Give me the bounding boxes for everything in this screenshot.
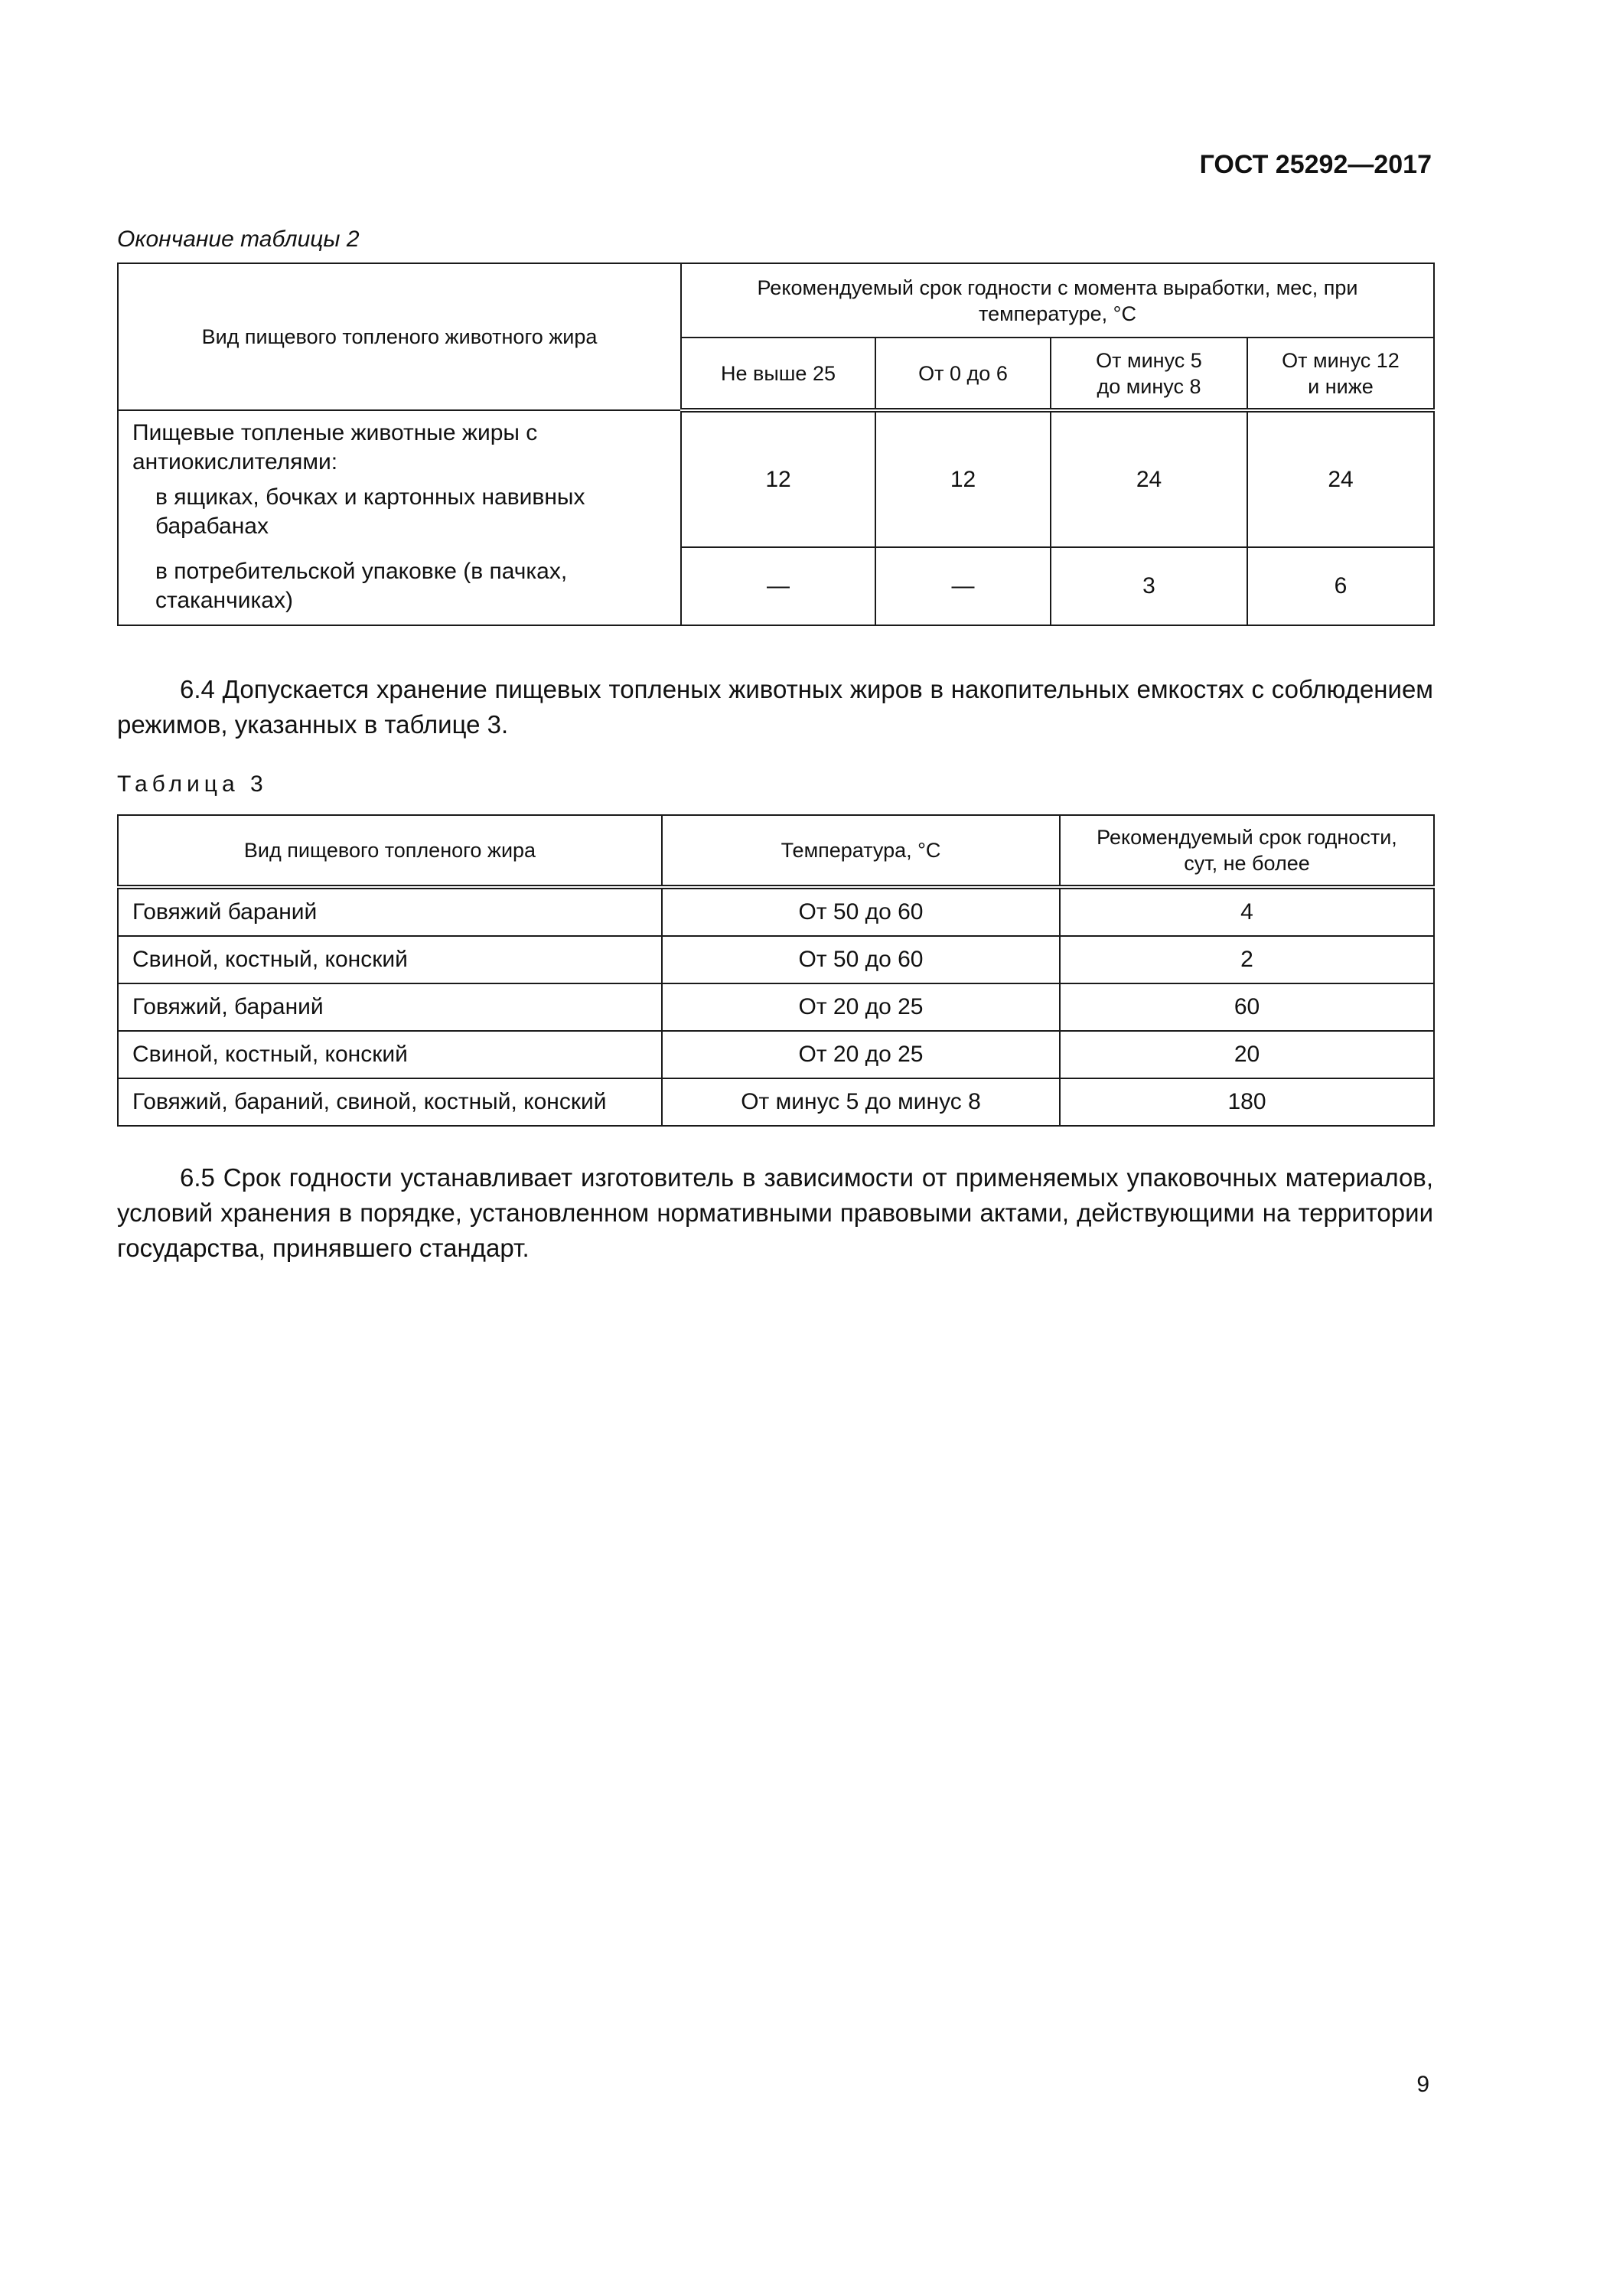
table2-cell: — bbox=[681, 547, 875, 625]
table2-cell: 24 bbox=[1247, 410, 1434, 547]
table2-group-row bbox=[118, 410, 1434, 483]
table2-row-label: в потребительской упаковке (в пачках, стаканчиках) bbox=[118, 547, 681, 625]
table3-row bbox=[118, 936, 1434, 983]
table3-cell: От 20 до 25 bbox=[662, 1031, 1060, 1078]
section-6-4: 6.4 Допускается хранение пищевых топленых животных жиров в накопительных емкостях с соблюдением режимов, указанных в таблице 3. bbox=[117, 675, 1433, 739]
table2-group-label: Пищевые топленые животные жиры с антиокислителями: bbox=[118, 410, 681, 483]
table2-header-temp: От минус 5 до минус 8 bbox=[1051, 338, 1247, 410]
table2-cell: 12 bbox=[681, 410, 875, 547]
table3-cell: От 20 до 25 bbox=[662, 983, 1060, 1031]
table3-row bbox=[118, 1031, 1434, 1078]
table2-cell: 3 bbox=[1051, 547, 1247, 625]
table2-header-group: Рекомендуемый срок годности с момента выработки, мес, при температуре, °С bbox=[681, 263, 1434, 338]
table3-cell: 20 bbox=[1060, 1031, 1434, 1078]
table3-header: Рекомендуемый срок годности, сут, не более bbox=[1060, 815, 1434, 887]
document-code: ГОСТ 25292—2017 bbox=[1199, 150, 1432, 179]
table3-cell: От 50 до 60 bbox=[662, 887, 1060, 936]
table2 bbox=[117, 263, 1435, 626]
table3-cell: От минус 5 до минус 8 bbox=[662, 1078, 1060, 1126]
table2-cell: 24 bbox=[1051, 410, 1247, 547]
section-6-5: 6.5 Срок годности устанавливает изготовитель в зависимости от применяемых упаковочных материалов, условий хранения в порядке, установленном нормативными правовыми актами, действующими на территории государства, принявшего стандарт. bbox=[117, 1163, 1433, 1262]
table3-header: Температура, °С bbox=[662, 815, 1060, 887]
page-number: 9 bbox=[1416, 2072, 1429, 2097]
table2-caption: Окончание таблицы 2 bbox=[117, 227, 360, 252]
table2-cell: 12 bbox=[875, 410, 1051, 547]
table3-caption: Таблица 3 bbox=[117, 771, 268, 797]
table3-cell: Говяжий, бараний, свиной, костный, конский bbox=[118, 1078, 662, 1126]
table2-cell: 6 bbox=[1247, 547, 1434, 625]
table2-row bbox=[118, 547, 1434, 625]
table2-header-temp: От минус 12 и ниже bbox=[1247, 338, 1434, 410]
table3-header: Вид пищевого топленого жира bbox=[118, 815, 662, 887]
table2-cell: — bbox=[875, 547, 1051, 625]
table3-row bbox=[118, 983, 1434, 1031]
table2-header-temp: От 0 до 6 bbox=[875, 338, 1051, 410]
table3-cell: Говяжий, бараний bbox=[118, 983, 662, 1031]
table3-cell: 2 bbox=[1060, 936, 1434, 983]
table3-cell: 60 bbox=[1060, 983, 1434, 1031]
table3-cell: Свиной, костный, конский bbox=[118, 936, 662, 983]
table2-header-temp: Не выше 25 bbox=[681, 338, 875, 410]
table2-row-label: в ящиках, бочках и картонных навивных барабанах bbox=[118, 483, 681, 547]
table3-row bbox=[118, 887, 1434, 936]
table3-cell: Говяжий бараний bbox=[118, 887, 662, 936]
table3-cell: От 50 до 60 bbox=[662, 936, 1060, 983]
table3-cell: Свиной, костный, конский bbox=[118, 1031, 662, 1078]
table3-row bbox=[118, 1078, 1434, 1126]
table3 bbox=[117, 814, 1435, 1127]
table3-cell: 180 bbox=[1060, 1078, 1434, 1126]
table3-cell: 4 bbox=[1060, 887, 1434, 936]
table2-header-product: Вид пищевого топленого животного жира bbox=[118, 263, 681, 410]
